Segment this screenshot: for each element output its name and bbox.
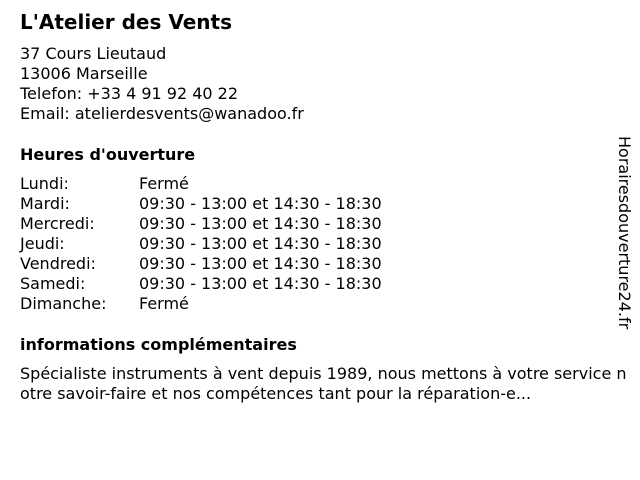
hours-row-monday [20,174,382,194]
day-label: Jeudi: [20,234,65,253]
hours-value: 09:30 - 13:00 et 14:30 - 18:30 [139,254,382,273]
hours-value: 09:30 - 13:00 et 14:30 - 18:30 [139,214,382,233]
hours-row-tuesday [20,194,382,214]
day-label: Samedi: [20,274,86,293]
day-label: Lundi: [20,174,69,193]
day-label: Mardi: [20,194,70,213]
hours-value: 09:30 - 13:00 et 14:30 - 18:30 [139,274,382,293]
hours-row-saturday [20,274,382,294]
hours-value: 09:30 - 13:00 et 14:30 - 18:30 [139,234,382,253]
hours-row-friday [20,254,382,274]
additional-info-text: Spécialiste instruments à vent depuis 1989, nous mettons à votre service notre savoir-faire et nos compétences tant pour la réparation-e... [20,364,627,403]
street-address: 37 Cours Lieutaud [20,44,167,63]
hours-value: Fermé [139,174,189,193]
day-label: Vendredi: [20,254,96,273]
hours-row-thursday [20,234,382,254]
opening-hours-table [20,174,382,314]
email-address: Email: atelierdesvents@wanadoo.fr [20,104,304,123]
hours-value: Fermé [139,294,189,313]
day-label: Mercredi: [20,214,95,233]
site-watermark: Horairesdouverture24.fr [615,136,634,330]
opening-hours-heading: Heures d'ouverture [20,145,196,164]
business-name: L'Atelier des Vents [20,10,232,34]
hours-value: 09:30 - 13:00 et 14:30 - 18:30 [139,194,382,213]
hours-row-sunday [20,294,382,314]
address-block [20,44,304,124]
city-address: 13006 Marseille [20,64,148,83]
day-label: Dimanche: [20,294,107,313]
phone-number: Telefon: +33 4 91 92 40 22 [20,84,239,103]
hours-row-wednesday [20,214,382,234]
additional-info-heading: informations complémentaires [20,335,297,354]
